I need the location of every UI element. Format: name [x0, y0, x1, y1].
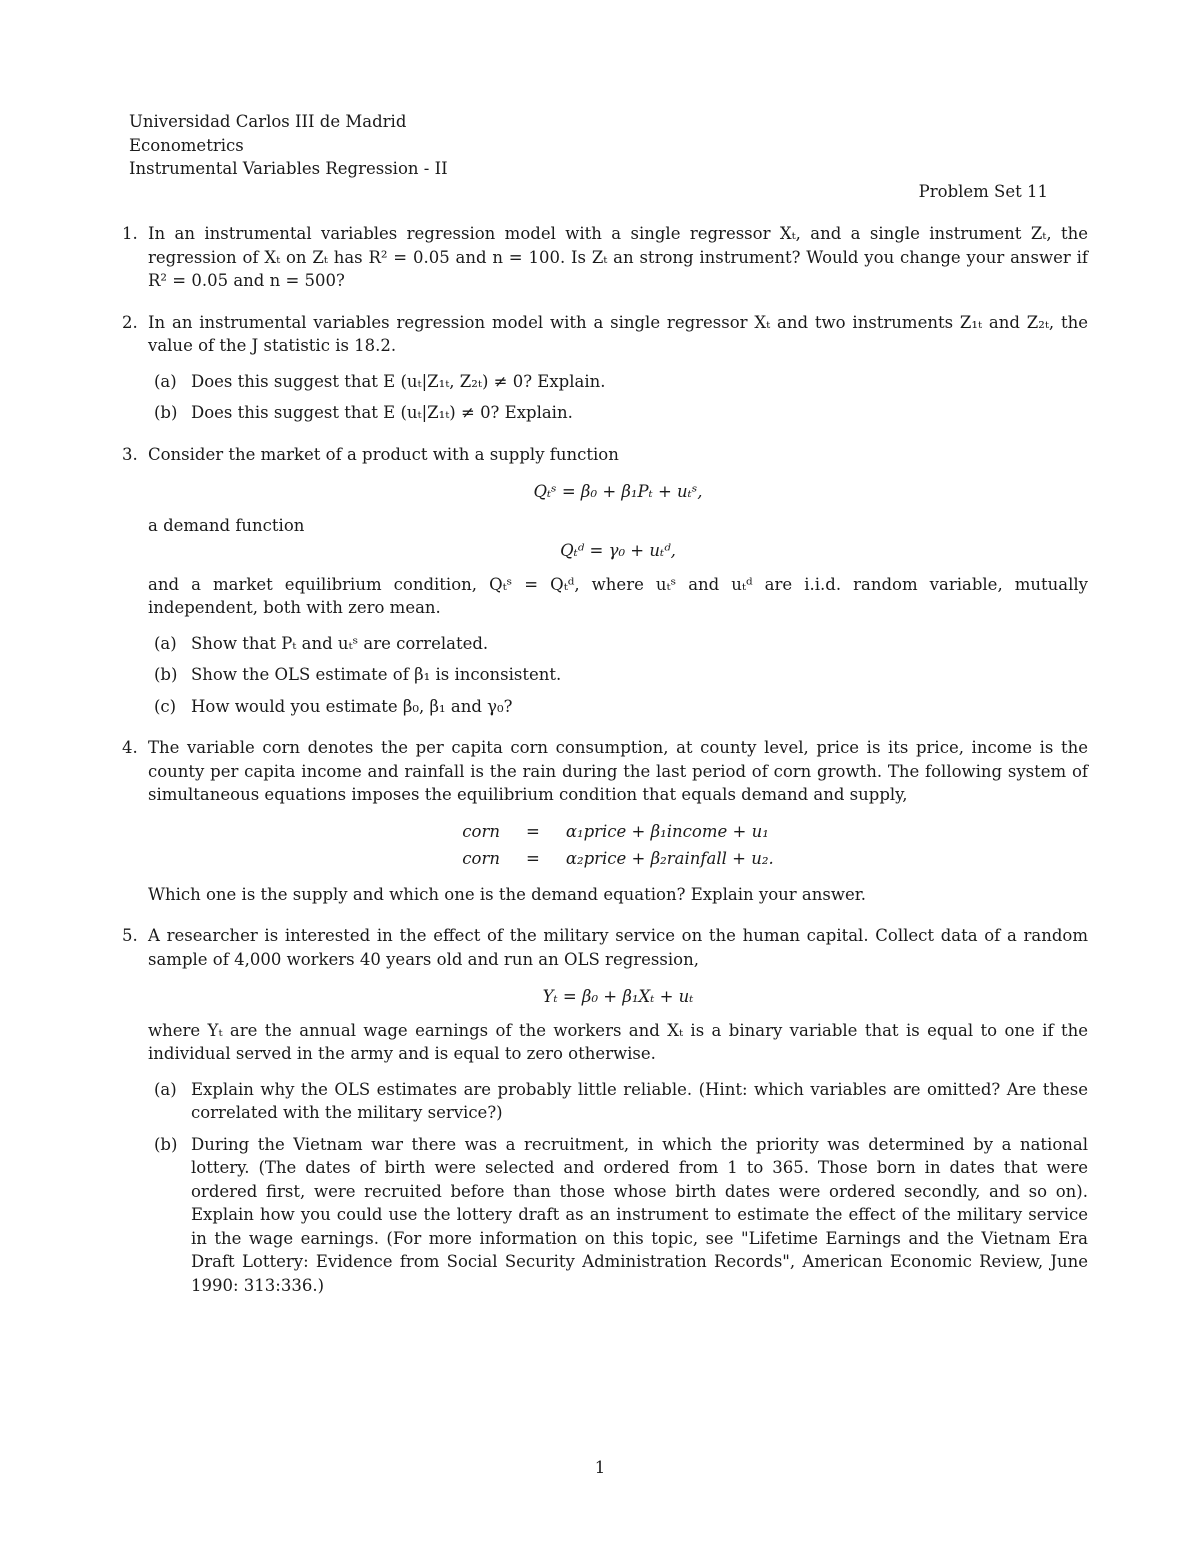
demand-intro: a demand function: [148, 515, 305, 535]
equation-rhs: α₂price + β₂rainfall + u₂.: [565, 849, 774, 869]
problem-number: 3.: [122, 444, 138, 464]
equation-lhs: corn: [462, 822, 500, 842]
subquestion-label: (a): [154, 371, 177, 391]
subquestion-text: How would you estimate β₀, β₁ and γ₀?: [191, 696, 513, 716]
topic-title: Instrumental Variables Regression - II: [129, 159, 448, 178]
problem-number: 5.: [122, 926, 138, 945]
equilibrium-condition: and a market equilibrium condition, Qₜˢ = Qₜᵈ, where uₜˢ and uₜᵈ are i.i.d. random variable, mutually independent, both with zero mean.: [148, 574, 1088, 617]
subquestion-c: [148, 695, 1088, 719]
equation-rhs: α₁price + β₁income + u₁: [565, 822, 769, 842]
problem-1: [122, 222, 1088, 293]
subquestion-text: Explain why the OLS estimates are probably little reliable. (Hint: which variables are omitted? Are these correlated with the military service?): [191, 1079, 1088, 1122]
subquestion-text: Show the OLS estimate of β₁ is inconsistent.: [191, 665, 562, 684]
equals-sign: =: [525, 849, 540, 869]
equation-system: [454, 819, 781, 873]
supply-equation: Qₜˢ = β₀ + β₁Pₜ + uₜˢ,: [533, 482, 703, 501]
regression-equation: Yₜ = β₀ + β₁Xₜ + uₜ: [542, 987, 694, 1006]
problem-text: In an instrumental variables regression model with a single regressor Xₜ, and a single instrument Zₜ, the regression of Xₜ on Zₜ has R² = 0.05 and n = 100. Is Zₜ an strong instrument? Would you change your answer if R² = 0.05 and n = 500?: [148, 224, 1088, 290]
problem-number: 1.: [122, 224, 138, 243]
problem-question: Which one is the supply and which one is the demand equation? Explain your answer.: [148, 884, 867, 904]
course-name: Econometrics: [129, 135, 244, 155]
subquestion-a: [148, 632, 1088, 656]
subquestion-text: Does this suggest that E (uₜ|Z₁ₜ) ≠ 0? Explain.: [191, 403, 573, 422]
problem-3: [122, 443, 1088, 719]
page-number: 1: [594, 1458, 606, 1477]
variable-definitions: where Yₜ are the annual wage earnings of the workers and Xₜ is a binary variable that is equal to one if the individual served in the army and is equal to zero otherwise.: [148, 1020, 1088, 1063]
equation-lhs: corn: [462, 849, 500, 869]
problem-text: The variable corn denotes the per capita corn consumption, at county level, price is its price, income is the county per capita income and rainfall is the rain during the last period of corn growth. The following system of simultaneous equations imposes the equilibrium condition that equals demand and supply,: [148, 738, 1088, 804]
demand-equation: Qₜᵈ = γ₀ + uₜᵈ,: [560, 541, 676, 560]
subquestion-label: (c): [154, 696, 177, 716]
subquestion-text: Show that Pₜ and uₜˢ are correlated.: [191, 633, 489, 653]
problem-text: In an instrumental variables regression model with a single regressor Xₜ and two instruments Z₁ₜ and Z₂ₜ, the value of the J statistic is 18.2.: [148, 312, 1088, 355]
problem-number: 4.: [122, 738, 138, 757]
problem-intro: Consider the market of a product with a supply function: [148, 444, 619, 464]
problem-2: [122, 311, 1088, 425]
university-name: Universidad Carlos III de Madrid: [129, 112, 407, 131]
subquestion-a: [148, 1078, 1088, 1125]
subquestion-label: (b): [154, 1134, 178, 1154]
document-header: [129, 110, 1089, 181]
subquestion-label: (a): [154, 1079, 177, 1099]
subquestion-label: (b): [154, 665, 178, 684]
equation-row-2: [454, 846, 781, 873]
problem-5: [122, 924, 1088, 1297]
problem-set-label: Problem Set 11: [918, 182, 1048, 201]
subquestion-list: [148, 1078, 1088, 1298]
equation-row-1: [454, 819, 781, 846]
subquestion-a: [148, 370, 1088, 394]
problem-list: [122, 222, 1088, 1315]
subquestion-label: (a): [154, 633, 177, 653]
problem-intro: A researcher is interested in the effect of the military service on the human capital. Collect data of a random sample of 4,000 workers 40 years old and run an OLS regression,: [148, 926, 1088, 969]
subquestion-b: [148, 663, 1088, 687]
subquestion-label: (b): [154, 403, 178, 422]
subquestion-list: [148, 632, 1088, 719]
subquestion-b: [148, 401, 1088, 425]
subquestion-text: During the Vietnam war there was a recruitment, in which the priority was determined by a national lottery. (The dates of birth were selected and ordered from 1 to 365. Those born in dates that were ordered first, were recruited before than those whose birth dates were ordered secondly, and so on). Explain how you could use the lottery draft as an instrument to estimate the effect of the military service in the wage earnings. (For more information on this topic, see "Lifetime Earnings and the Vietnam Era Draft Lottery: Evidence from Social Security Administration Records", American Economic Review, June 1990: 313:336.): [191, 1134, 1088, 1295]
equals-sign: =: [525, 822, 540, 842]
subquestion-text: Does this suggest that E (uₜ|Z₁ₜ, Z₂ₜ) ≠ 0? Explain.: [191, 371, 606, 391]
problem-4: [122, 736, 1088, 906]
subquestion-list: [148, 370, 1088, 425]
problem-number: 2.: [122, 312, 138, 332]
subquestion-b: [148, 1133, 1088, 1298]
